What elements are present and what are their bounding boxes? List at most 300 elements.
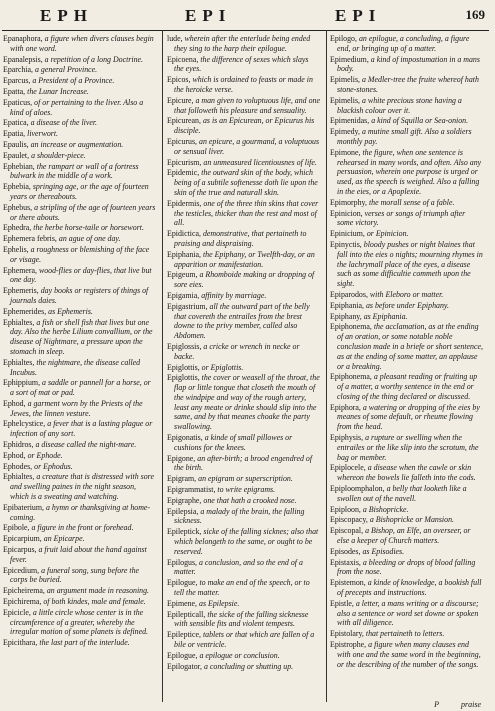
definition: a conclusion, and so the end of a matter.: [174, 557, 303, 577]
definition: a epilogue or conclusion.: [199, 650, 280, 660]
definition: wherein after the enterlude being ended they sing to the harp their epilogue.: [174, 34, 311, 53]
definition: a bleeding or drops of blood falling from the nose.: [337, 557, 476, 577]
definition: as Epilepsie.: [199, 598, 240, 608]
dictionary-entry: [3, 399, 156, 419]
definition: a malady of the brain, the falling sickness.: [174, 506, 305, 526]
definition: a fruit laid about the hand against fever.: [10, 545, 147, 564]
definition: a hymn or thanksgiving at home-coming.: [10, 502, 151, 522]
definition: a Medler-tree the fruite whereof hath stone-stones.: [337, 75, 479, 94]
definition: an Epicarpe.: [43, 534, 85, 544]
headword: Epicos,: [167, 75, 191, 85]
headword: Epistolary,: [330, 629, 364, 639]
catchword: P: [434, 700, 439, 709]
definition: a man given to voluptuous life, and one that followeth his pleasure and sensuality.: [174, 95, 320, 115]
headword: Epigone,: [167, 453, 196, 463]
headword: Epiglottis,: [167, 373, 200, 383]
definition: one of the three thin skins that cover the testicles, thicker than the rest and most of all.: [174, 198, 319, 228]
headword: Epigeum,: [167, 270, 198, 280]
definition: or Ephodus.: [34, 461, 73, 471]
headword: Epileptick,: [167, 527, 202, 537]
dictionary-entry: [3, 307, 156, 317]
definition: an unmeasured licentiousnes of life.: [203, 157, 317, 167]
definition: sicke of the falling sicknes; also that which belongeth to the same, or ought to be reserved.: [174, 527, 319, 556]
headword: Epiphania,: [330, 300, 364, 310]
dictionary-entry: [3, 129, 156, 139]
headword: Episodes,: [330, 546, 361, 556]
dictionary-entry: [330, 463, 483, 483]
definition: a figure when many clauses end with one and the same word in the beginning, or the describing of the number of the songs.: [337, 640, 481, 669]
headword: Ephebus,: [3, 202, 33, 212]
dictionary-entry: [167, 454, 320, 474]
headword: Epinyctis,: [330, 239, 362, 249]
definition: wood-flies or day-flies, that live but one day.: [10, 265, 152, 285]
headword: Ephemerides,: [3, 306, 47, 316]
dictionary-entry: [167, 250, 320, 270]
dictionary-entry: [167, 270, 320, 290]
dictionary-entry: [3, 545, 156, 565]
definition: or Epinicion.: [366, 229, 409, 239]
definition: a kind of Squilla or Sea-onion.: [371, 116, 469, 126]
definition: to write epigrams.: [217, 485, 276, 495]
header-right: EPI: [335, 6, 382, 25]
headword: Epimedy,: [330, 127, 360, 137]
headword: Epistemon,: [330, 578, 366, 588]
dictionary-entry: [167, 433, 320, 453]
definition: a creature that is distressed with sore and swelling paines in the night season, which is a sweating and watching.: [10, 472, 154, 502]
definition: an epicure, a gourmand, a voluptuous or sensual liver.: [174, 136, 320, 156]
dictionary-entry: [3, 203, 156, 223]
headword: Epiphysis,: [330, 433, 364, 443]
definition: a saddle or pannell for a horse, or a sort of mat or pad.: [10, 378, 151, 398]
definition: a general Province.: [35, 65, 98, 75]
header-left: EPH: [40, 6, 93, 25]
dictionary-entry: [3, 440, 156, 450]
dictionary-entry: [167, 291, 320, 301]
headword: Epigamia,: [167, 290, 200, 300]
definition: of both kindes, male and female.: [43, 597, 146, 607]
definition: a kinde of small pillowes or cushions for the knees.: [174, 433, 293, 452]
headword: Ephialtes,: [3, 472, 35, 482]
headword: Eparchia,: [3, 65, 34, 75]
definition: a letter, a mans writing or a discourse; also a sentence or word set downe or spoken with all diligence.: [337, 598, 479, 628]
dictionary-entry: [167, 599, 320, 609]
definition: the difference of sexes which slays the eyes.: [174, 54, 309, 74]
headword: Ephemera,: [3, 265, 37, 275]
dictionary-entry: [3, 358, 156, 378]
definition: a repetition of a long Doctrine.: [44, 54, 143, 64]
headword: Epiphany,: [330, 311, 362, 321]
headword: Epicarpium,: [3, 534, 42, 544]
definition: which is ordained to feasts or made in the heroicke verse.: [174, 75, 313, 94]
headword: Epatia,: [3, 129, 26, 139]
definition: a President of a Province.: [32, 76, 115, 86]
definition: the Lunar Increase.: [27, 86, 89, 96]
dictionary-entry: [167, 34, 320, 54]
dictionary-entry: [3, 597, 156, 607]
definition: as Ephemeris.: [48, 306, 93, 316]
headword: Ephod,: [3, 450, 26, 460]
definition: as is an Epicurean, or Epicurus his disciple.: [174, 116, 315, 136]
headword: Epibole,: [3, 523, 30, 533]
running-header: [0, 0, 495, 30]
headword: Epileptice,: [167, 630, 201, 640]
headword: Epanaphora,: [3, 34, 43, 43]
headword: Ephippium,: [3, 378, 41, 388]
dictionary-entry: [330, 127, 483, 147]
headword: Ephebian,: [3, 161, 35, 171]
dictionary-entry: [330, 372, 483, 401]
page-footer: [412, 700, 481, 709]
definition: springing age, or the age of fourteen years or thereabouts.: [10, 182, 149, 201]
headword: Ephebia,: [3, 182, 31, 192]
dictionary-entry: [330, 240, 483, 289]
dictionary-entry: [3, 419, 156, 439]
definition: a stripling of the age of fourteen years or there abouts.: [10, 202, 156, 222]
column-2: [167, 34, 320, 702]
dictionary-entry: [167, 651, 320, 661]
dictionary-entry: [3, 34, 156, 54]
dictionary-entry: [3, 234, 156, 244]
definition: a little circle whose center is in the circumference of a greater, whereby the irregular motion of some planets is defined.: [10, 607, 149, 637]
headword: Ephemeris,: [3, 286, 39, 296]
dictionary-entry: [3, 378, 156, 398]
dictionary-entry: [167, 474, 320, 484]
column-divider: [326, 30, 327, 702]
dictionary-entry: [3, 451, 156, 461]
headword: Epiglottis,: [167, 362, 200, 372]
headword: lude,: [167, 34, 183, 43]
signature-word: praise: [461, 700, 481, 709]
definition: to make an end of the speech, or to tell the matter.: [174, 578, 310, 598]
dictionary-entry: [3, 523, 156, 533]
definition: demonstrative, that pertaineth to praising and dispraising.: [174, 229, 307, 248]
dictionary-entry: [167, 507, 320, 527]
dictionary-entry: [3, 318, 156, 357]
headword: Epimelis,: [330, 95, 361, 105]
headword: Epicurean,: [167, 116, 201, 126]
definition: a cricke or wrench in necke or backe.: [174, 341, 300, 361]
headword: Epiphonema,: [330, 372, 372, 382]
headword: Epinicion,: [330, 208, 363, 218]
headword: Epimone,: [330, 147, 361, 157]
dictionary-entry: [3, 638, 156, 648]
dictionary-entry: [330, 229, 483, 239]
definition: a shoulder-piece.: [31, 150, 86, 160]
dictionary-entry: [167, 578, 320, 598]
definition: a figure when divers clauses begin with one word.: [10, 34, 154, 53]
headword: Epigraphe,: [167, 495, 202, 505]
dictionary-entry: [3, 182, 156, 202]
headword: Ephialtes,: [3, 317, 35, 327]
headword: Epiparodos,: [330, 289, 368, 299]
definition: bloody pushes or night blaines that fall into the eies o nights; mourning rhymes in the lachrymall place of the eyes, a disease such as some difficultie commeth upon the sight.: [337, 239, 483, 289]
headword: Epistaxis,: [330, 557, 361, 567]
headword: Ephialtes,: [3, 357, 35, 367]
definition: as Episodies.: [362, 546, 405, 556]
dictionary-entry: [167, 342, 320, 362]
headword: Epimelis,: [330, 75, 361, 85]
definition: all the outward part of the belly that covereth the entrailes from the brest downe to the privy member, called also Abdomen.: [174, 301, 310, 341]
headword: Epimene,: [167, 598, 198, 608]
headword: Epilepticall,: [167, 609, 206, 619]
headword: Episcopal,: [330, 526, 364, 536]
dictionary-entry: [330, 629, 483, 639]
headword: Epicheirema,: [3, 586, 45, 596]
headword: Epaulis,: [3, 139, 29, 149]
definition: a Bishopricke or Mansion.: [369, 515, 454, 525]
headword: Epigram,: [167, 474, 197, 484]
dictionary-entry: [3, 98, 156, 118]
dictionary-entry: [3, 55, 156, 65]
column-3: [330, 34, 483, 702]
dictionary-entry: [167, 137, 320, 157]
definition: the cover or weasell of the throat, the flap or little tongue that closeth the mouth of the windpipe and way of the rough artery, least any meate or drinke should slip into the same, and by that meanes choake the party swallowing.: [174, 373, 320, 432]
definition: a disease called the night-mare.: [35, 440, 137, 450]
definition: a figure in the front or forehead.: [31, 523, 134, 533]
dictionary-entry: [330, 301, 483, 311]
definition: tablets or that which are fallen of a bile or ventricle.: [174, 630, 315, 650]
dictionary-entry: [3, 266, 156, 286]
headword: Epimedium,: [330, 54, 369, 64]
dictionary-entry: [167, 527, 320, 556]
dictionary-entry: [330, 558, 483, 578]
dictionary-entry: [330, 322, 483, 371]
dictionary-entry: [330, 75, 483, 95]
definition: an argument made in reasoning.: [46, 586, 150, 596]
dictionary-entry: [330, 209, 483, 229]
headword: Epicure,: [167, 95, 194, 105]
headword: Epicurism,: [167, 157, 202, 167]
dictionary-entry: [167, 630, 320, 650]
definition: a rupture or swelling when the entrailes or the like slip into the scrotum, the bag or member.: [337, 433, 479, 462]
dictionary-entry: [167, 116, 320, 136]
dictionary-entry: [167, 229, 320, 249]
definition: a funeral song, sung before the corps be buried.: [10, 565, 140, 585]
dictionary-entry: [330, 34, 483, 54]
dictionary-entry: [3, 87, 156, 97]
headword: Epicithara,: [3, 638, 38, 648]
definition: a fish or shell fish that lives but one day. Also the herbe Lilium convallium, or the disease of Nightmare, a pressure upon the stomach in sleep.: [10, 317, 153, 356]
definition: verses or songs of triumph after some victory.: [337, 208, 466, 228]
dictionary-entry: [167, 55, 320, 75]
dictionary-entry: [3, 118, 156, 128]
headword: Epatica,: [3, 118, 29, 128]
definition: an after-birth; a brood engendred of the birth.: [174, 453, 313, 473]
headword: Epilogo,: [330, 34, 357, 43]
definition: the figure, when one sentence is rehearsed in many words, and often. Also any persuasion, wherein one purpose is urged or used, as the speech is weighed. Also a falling in the eies, or a Apoplexie.: [337, 147, 482, 196]
definition: an epilogue, a concluding, a figure end, or bringing up of a matter.: [337, 34, 470, 53]
headword: Eparcus,: [3, 76, 31, 86]
definition: the acclamation, as at the ending of an oration, or some notable noble conclusion made in a briefe or short sentence, as at the ending of some matter, an applause or a breaking.: [337, 322, 483, 371]
headword: Epigrammatist,: [167, 485, 216, 495]
definition: liverwort.: [27, 129, 59, 139]
dictionary-entry: [3, 608, 156, 637]
dictionary-entry: [167, 662, 320, 672]
headword: Epilogator,: [167, 661, 202, 671]
definition: an increase or augmentation.: [30, 139, 124, 149]
headword: Epicurus,: [167, 136, 198, 146]
dictionary-entry: [3, 503, 156, 523]
headword: Ephodes,: [3, 461, 33, 471]
headword: Epatta,: [3, 86, 26, 96]
headword: Epicicle,: [3, 607, 31, 617]
dictionary-entry: [167, 75, 320, 95]
definition: a Rhomboide making or dropping of sore eies.: [174, 270, 315, 290]
definition: an epigram or superscription.: [198, 474, 293, 484]
dictionary-entry: [3, 534, 156, 544]
dictionary-entry: [330, 403, 483, 432]
headword: Epidermis,: [167, 198, 202, 208]
headword: Epilogus,: [167, 557, 198, 567]
headword: Epimenidas,: [330, 116, 370, 126]
headword: Epilogue,: [167, 650, 198, 660]
definition: a watering or dropping of the eies by meanes of some default, or rheume flowing from the head.: [337, 402, 480, 432]
headword: Ephod,: [3, 398, 26, 408]
header-center: EPI: [185, 6, 232, 25]
definition: one that hath a crooked nose.: [203, 495, 297, 505]
dictionary-entry: [3, 462, 156, 472]
headword: Ephedra,: [3, 223, 32, 233]
headword: Ephidros,: [3, 440, 34, 450]
dictionary-entry: [330, 640, 483, 669]
headword: Epimorphy,: [330, 197, 367, 207]
dictionary-entry: [3, 140, 156, 150]
dictionary-entry: [330, 505, 483, 515]
dictionary-entry: [3, 566, 156, 586]
dictionary-entry: [167, 158, 320, 168]
dictionary-entry: [167, 485, 320, 495]
definition: a white precious stone having a blackish colour over it.: [337, 95, 462, 115]
definition: day books or registers of things of journals daies.: [10, 286, 149, 305]
definition: a disease when the cawle or skin whereon the bowels lie falleth into the cods.: [337, 463, 476, 483]
definition: the last part of the interlude.: [39, 638, 130, 648]
headword: Ephelis,: [3, 244, 29, 254]
definition: a roughness or blemishing of the face or visage.: [10, 244, 150, 264]
dictionary-entry: [3, 472, 156, 501]
definition: a fever that is a lasting plague or infection of any sort.: [10, 419, 153, 439]
definition: the outward skin of the body, which being of a subtile softenesse doth lie upon the skin of the true and naturall skin.: [174, 168, 318, 197]
definition: that pertaineth to letters.: [365, 629, 445, 639]
definition: a concluding or shutting up.: [203, 661, 294, 671]
definition: of or pertaining to the liver. Also a kind of aloes.: [10, 97, 144, 117]
headword: Epigonatis,: [167, 433, 203, 443]
dictionary-entry: [330, 515, 483, 525]
headword: Epinicium,: [330, 229, 365, 239]
headword: Epidictica,: [167, 229, 201, 239]
headword: Epistle,: [330, 598, 354, 608]
dictionary-entry: [3, 162, 156, 182]
definition: the rampart or wall of a fortress bulwark in the middle of a work.: [10, 161, 139, 181]
definition: or Epiglottis.: [201, 362, 244, 372]
headword: Epilogue,: [167, 578, 198, 588]
definition: the morall sense of a fable.: [368, 197, 455, 207]
headword: Epicoena,: [167, 54, 199, 64]
headword: Ephelcystice,: [3, 419, 46, 429]
dictionary-entry: [3, 76, 156, 86]
dictionary-entry: [167, 302, 320, 341]
definition: as before under Epiphany.: [365, 300, 449, 310]
headword: Epiphonema,: [330, 322, 372, 332]
dictionary-entry: [3, 586, 156, 596]
headword: Epiploon,: [330, 504, 361, 514]
column-1: [3, 34, 156, 702]
dictionary-entry: [330, 433, 483, 462]
dictionary-entry: [330, 198, 483, 208]
headword: Epanalepsis,: [3, 54, 43, 64]
page-number: 169: [465, 7, 485, 22]
dictionary-entry: [330, 148, 483, 197]
definition: a disease of the liver.: [30, 118, 98, 128]
definition: or Ephode.: [27, 450, 63, 460]
headword: Epilepsia,: [167, 506, 199, 516]
dictionary-entry: [330, 578, 483, 598]
headword: Epiphania,: [167, 249, 201, 259]
headword: Epichirema,: [3, 597, 42, 607]
dictionary-entry: [167, 168, 320, 197]
dictionary-entry: [330, 484, 483, 504]
headword: Ephemera febris,: [3, 234, 57, 244]
definition: the Epiphany, or Twelfth-day, or an apparition or manifestation.: [174, 249, 315, 269]
dictionary-entry: [330, 312, 483, 322]
dictionary-entry: [330, 290, 483, 300]
headword: Epibaterium,: [3, 502, 44, 512]
dictionary-entry: [167, 199, 320, 228]
dictionary-entry: [3, 245, 156, 265]
dictionary-entry: [167, 496, 320, 506]
headword: Epistrophe,: [330, 640, 367, 650]
dictionary-entry: [330, 55, 483, 75]
dictionary-entry: [330, 96, 483, 116]
definition: a kind of impostumation in a mans body.: [337, 54, 480, 74]
headword: Epicarpus,: [3, 545, 37, 555]
dictionary-entry: [330, 526, 483, 546]
definition: an ague of one day.: [58, 234, 121, 244]
definition: the herbe horse-taile or horsewort.: [33, 223, 144, 233]
dictionary-entry: [330, 547, 483, 557]
definition: a garment worn by the Priests of the Jewes, the linnen vesture.: [10, 398, 143, 418]
definition: affinity by marriage.: [201, 290, 267, 300]
headword: Epiphora,: [330, 402, 361, 412]
headword: Epaulet,: [3, 150, 30, 160]
dictionary-entry: [167, 373, 320, 432]
definition: as Epiphania.: [363, 311, 408, 321]
headword: Epiglossis,: [167, 341, 202, 351]
dictionary-entry: [3, 223, 156, 233]
definition: the nightmare, the disease called Incubus.: [10, 357, 141, 377]
dictionary-entry: [167, 363, 320, 373]
headword: Epidemic,: [167, 168, 200, 178]
definition: a Bishop, an Elfe, an overseer, or else a keeper of Church matters.: [337, 526, 471, 546]
dictionary-entry: [3, 151, 156, 161]
headword: Epiplocele,: [330, 463, 366, 473]
headword: Epaticus,: [3, 97, 33, 107]
dictionary-entry: [330, 599, 483, 628]
definition: a kinde of knowledge, a bookish full of precepts and instructions.: [337, 578, 482, 598]
headword: Epicedium,: [3, 565, 40, 575]
dictionary-entry: [330, 116, 483, 126]
dictionary-entry: [167, 558, 320, 578]
dictionary-entry: [167, 96, 320, 116]
definition: a pleasant reading or fruiting up of a matter, a worthy sentence in the end or closing of the thing declared or discussed.: [337, 372, 478, 401]
definition: a Bishopricke.: [362, 504, 409, 514]
dictionary-entry: [167, 610, 320, 630]
dictionary-entry: [3, 286, 156, 306]
headword: Episcopacy,: [330, 515, 368, 525]
definition: the sicke of the falling sicknesse with sensible fits and violent tempests.: [174, 609, 309, 629]
definition: with Eleboro or matter.: [369, 289, 444, 299]
dictionary-entry: [3, 65, 156, 75]
definition: a mutine small gift. Also a soldiers monthly pay.: [337, 127, 472, 146]
